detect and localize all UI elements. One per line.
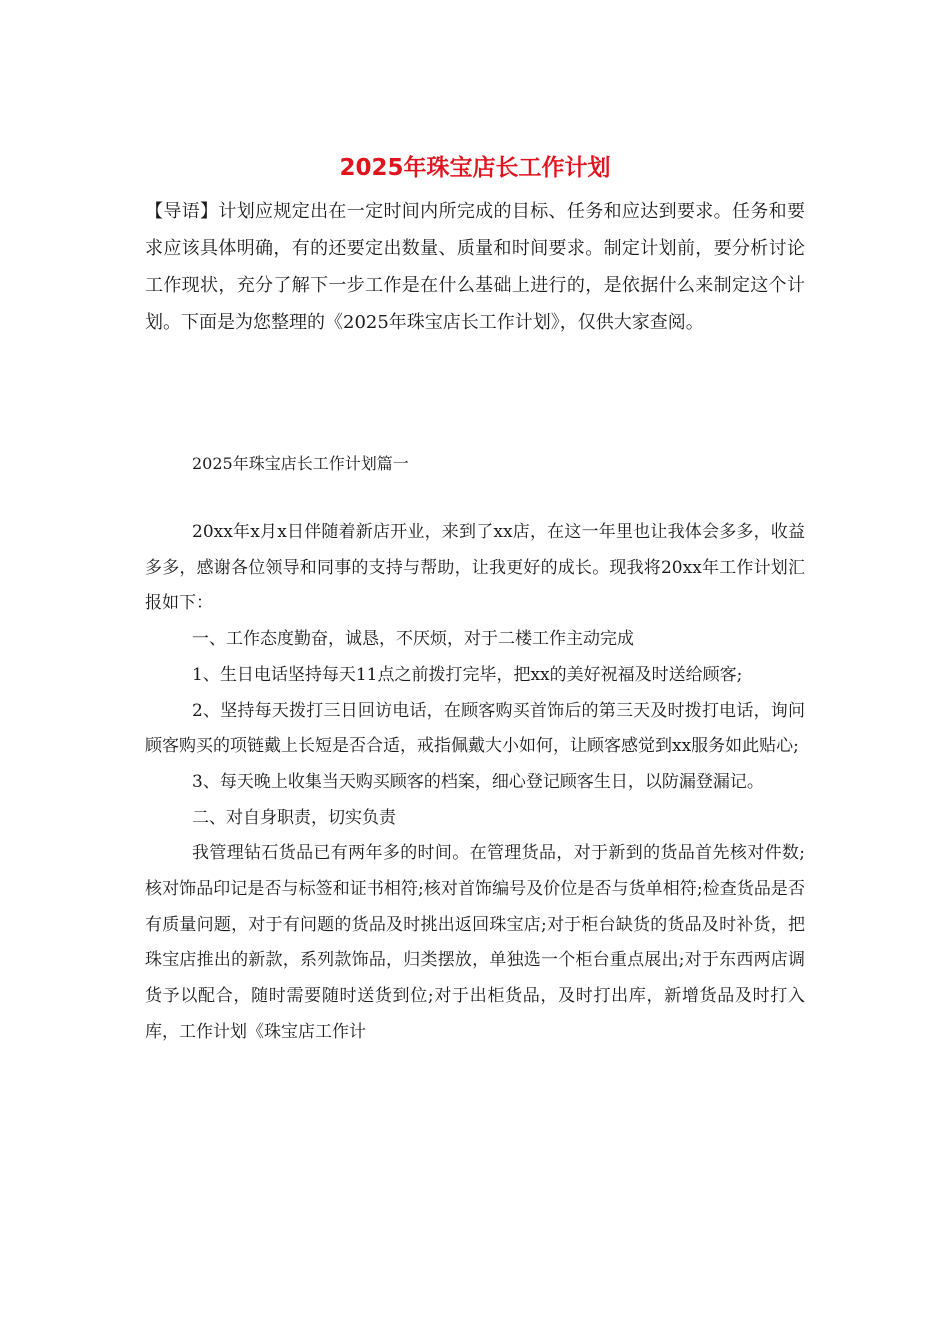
paragraph: 一、工作态度勤奋，诚恳，不厌烦，对于二楼工作主动完成 (192, 629, 634, 650)
paragraph: 1、生日电话坚持每天11点之前拨打完毕，把xx的美好祝福及时送给顾客; (192, 664, 743, 685)
body-text (145, 515, 805, 1051)
paragraph: 3、每天晚上收集当天购买顾客的档案，细心登记顾客生日，以防漏登漏记。 (192, 771, 764, 792)
paragraph: 20xx年x月x日伴随着新店开业，来到了xx店，在这一年里也让我体会多多，收益多多，感谢各位领导和同事的支持与帮助，让我更好的成长。现我将20xx年工作计划汇报如下： (145, 522, 805, 614)
paragraph: 我管理钻石货品已有两年多的时间。在管理货品，对于新到的货品首先核对件数;核对饰品印记是否与标签和证书相符;核对首饰编号及价位是否与货单相符;检查货品是否有质量问题，对于有问题的货品及时挑出返回珠宝店;对于柜台缺货的货品及时补货，把珠宝店推出的新款，系列款饰品，归类摆放，单独选一个柜台重点展出;对于东西两店调货予以配合，随时需要随时送货到位;对于出柜货品，及时打出库，新增货品及时打入库，工作计划《珠宝店工作计 (145, 843, 805, 1042)
document-title: 2025年珠宝店长工作计划 (339, 155, 611, 181)
paragraph: 2、坚持每天拨打三日回访电话，在顾客购买首饰后的第三天及时拨打电话，询问顾客购买的项链戴上长短是否合适，戒指佩戴大小如何，让顾客感觉到xx服务如此贴心; (145, 700, 805, 757)
intro-paragraph: 【导语】计划应规定出在一定时间内所完成的目标、任务和应达到要求。任务和要求应该具体明确，有的还要定出数量、质量和时间要求。制定计划前，要分析讨论工作现状，充分了解下一步工作是在什么基础上进行的，是依据什么来制定这个计划。下面是为您整理的《2025年珠宝店长工作计划》，仅供大家查阅。 (145, 201, 805, 333)
section-heading: 2025年珠宝店长工作计划篇一 (192, 454, 409, 473)
paragraph: 二、对自身职责，切实负责 (192, 807, 396, 828)
